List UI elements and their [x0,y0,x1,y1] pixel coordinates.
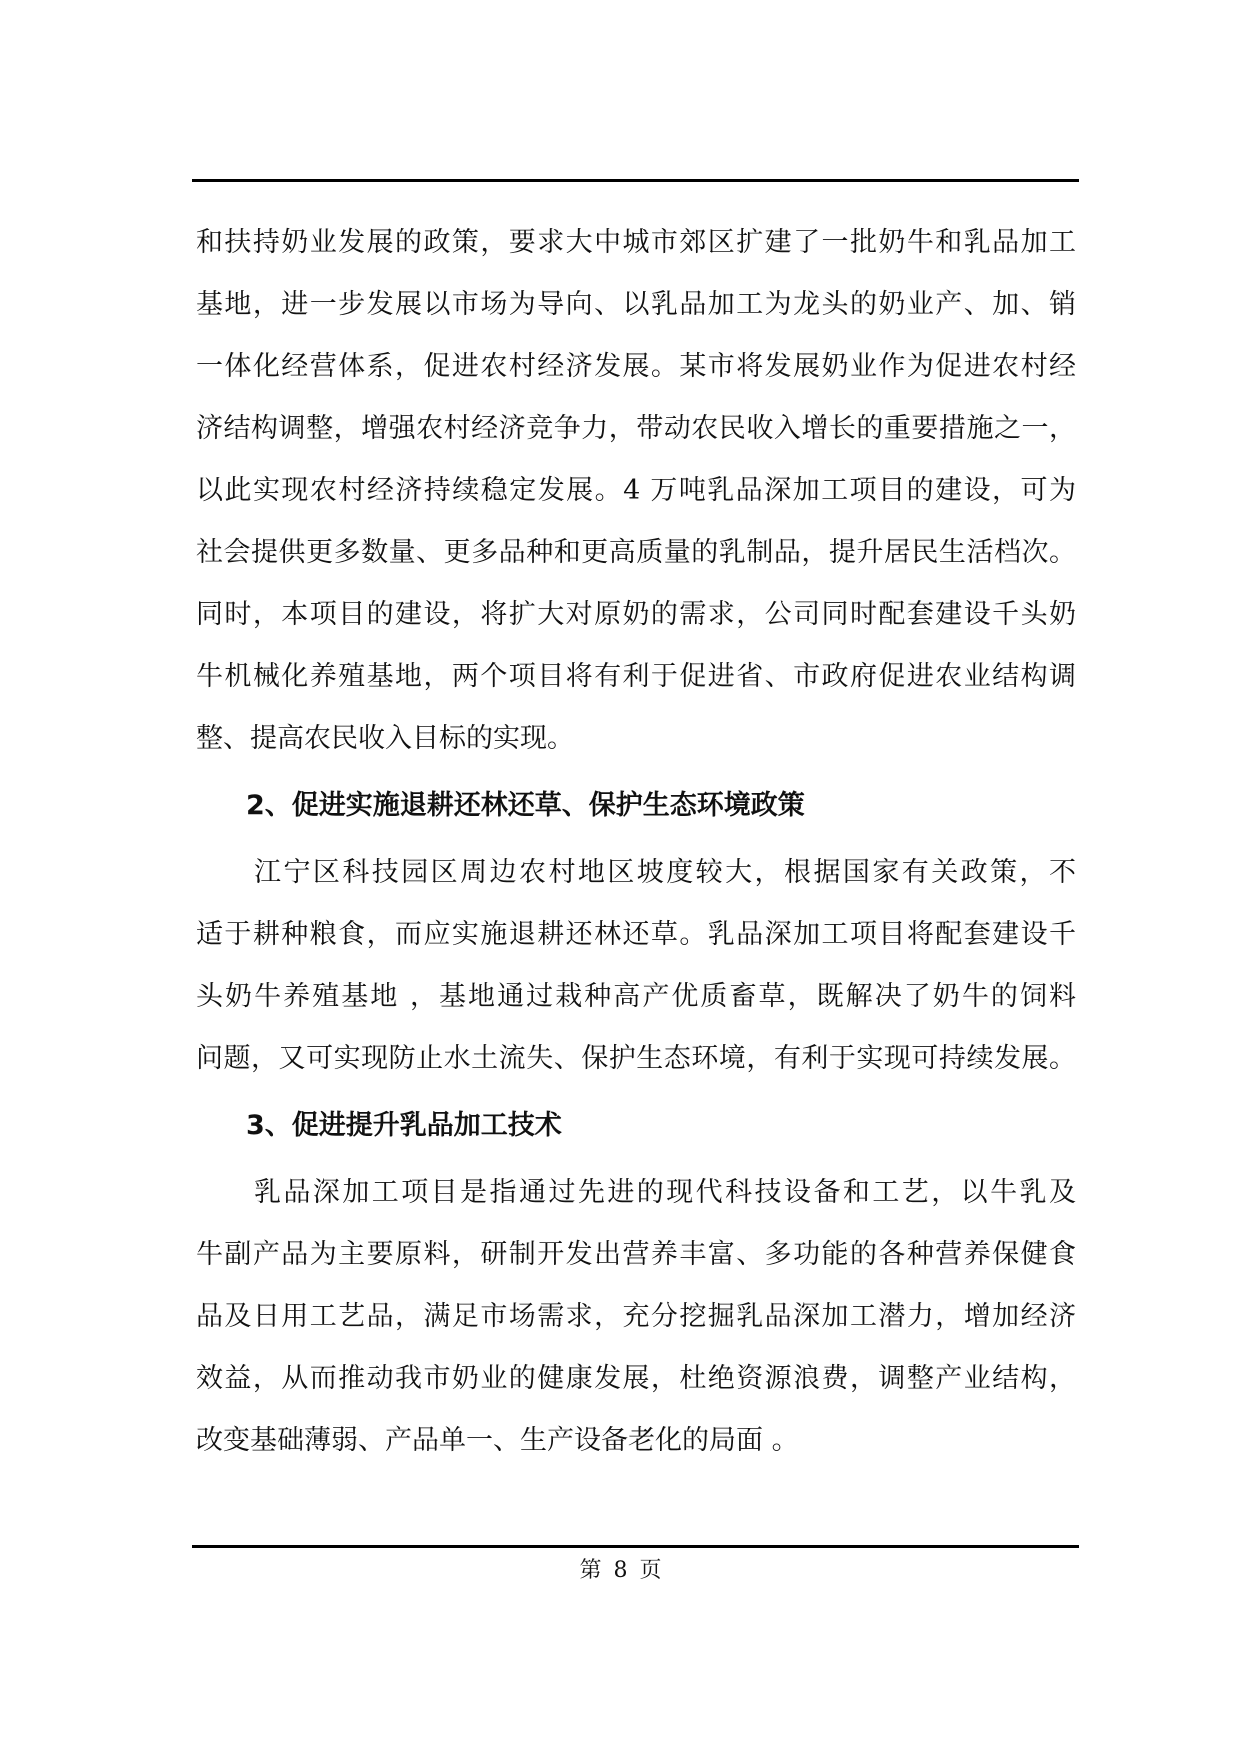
text-line: 同时，本项目的建设，将扩大对原奶的需求，公司同时配套建设千头奶 [196,599,1076,630]
text-line: 效益，从而推动我市奶业的健康发展，杜绝资源浪费，调整产业结构， [196,1363,1076,1394]
page-footer [0,1556,1241,1586]
text-line: 品及日用工艺品，满足市场需求，充分挖掘乳品深加工潜力，增加经济 [196,1301,1076,1332]
text-line: 和扶持奶业发展的政策，要求大中城市郊区扩建了一批奶牛和乳品加工 [196,227,1076,258]
text-line: 改变基础薄弱、产品单一、生产设备老化的局面 。 [196,1425,799,1456]
section-heading-2: 2、促进实施退耕还林还草、保护生态环境政策 [246,790,805,821]
footer-rule [192,1545,1079,1548]
paragraph-3 [196,1162,1076,1472]
text-line: 江宁区科技园区周边农村地区坡度较大，根据国家有关政策，不 [254,857,1076,888]
text-line: 头奶牛养殖基地 ，基地通过栽种高产优质畜草，既解决了奶牛的饲料 [196,981,1076,1012]
page-number: 8 [613,1558,628,1583]
header-rule [192,179,1079,182]
text-line: 一体化经营体系，促进农村经济发展。某市将发展奶业作为促进农村经 [196,351,1076,382]
page-prefix: 第 [579,1558,602,1583]
text-line: 牛副产品为主要原料，研制开发出营养丰富、多功能的各种营养保健食 [196,1239,1076,1270]
page-suffix: 页 [639,1558,662,1583]
section-heading-3: 3、促进提升乳品加工技术 [246,1110,562,1141]
text-line: 济结构调整，增强农村经济竞争力，带动农民收入增长的重要措施之一， [196,413,1076,444]
text-line: 社会提供更多数量、更多品种和更高质量的乳制品，提升居民生活档次。 [196,537,1076,568]
text-line: 以此实现农村经济持续稳定发展。4 万吨乳品深加工项目的建设，可为 [196,475,1076,506]
text-line: 基地，进一步发展以市场为导向、以乳品加工为龙头的奶业产、加、销 [196,289,1076,320]
paragraph-1 [196,212,1076,770]
text-line: 问题，又可实现防止水土流失、保护生态环境，有利于实现可持续发展。 [196,1043,1076,1074]
page-body [196,212,1076,1472]
paragraph-2 [196,842,1076,1090]
text-line: 乳品深加工项目是指通过先进的现代科技设备和工艺，以牛乳及 [254,1177,1076,1208]
text-line: 整、提高农民收入目标的实现。 [196,723,574,754]
text-line: 适于耕种粮食，而应实施退耕还林还草。乳品深加工项目将配套建设千 [196,919,1076,950]
text-line: 牛机械化养殖基地，两个项目将有利于促进省、市政府促进农业结构调 [196,661,1076,692]
